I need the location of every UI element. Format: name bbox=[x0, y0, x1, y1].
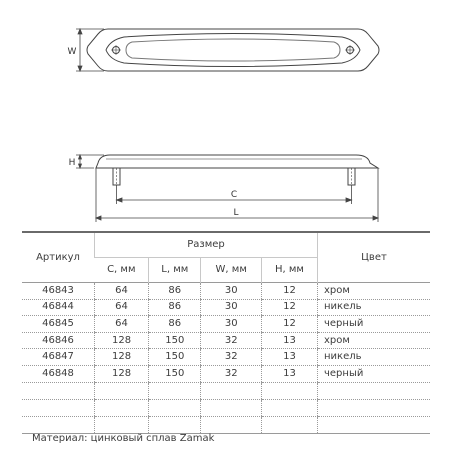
cell-h: 12 bbox=[261, 316, 317, 333]
cell-c: 128 bbox=[95, 365, 149, 382]
cell-l: 150 bbox=[149, 365, 201, 382]
cell-article: 46848 bbox=[22, 365, 95, 382]
cell-l: 150 bbox=[149, 332, 201, 349]
dimension-w bbox=[76, 29, 104, 71]
cell-color: черный bbox=[318, 316, 431, 333]
cell-l: 86 bbox=[149, 283, 201, 300]
handle-side-profile bbox=[96, 155, 378, 168]
material-note: Материал: цинковый сплав Zamak bbox=[32, 433, 215, 444]
table-row bbox=[22, 316, 430, 333]
cell-h: 13 bbox=[261, 332, 317, 349]
cell-h: 12 bbox=[261, 283, 317, 300]
cell-l: 86 bbox=[149, 299, 201, 316]
cell-w: 32 bbox=[201, 349, 261, 366]
header-article: Артикул bbox=[36, 251, 80, 263]
specification-table bbox=[22, 231, 430, 434]
cell-w: 32 bbox=[201, 332, 261, 349]
table-row bbox=[22, 332, 430, 349]
cell-l: 150 bbox=[149, 349, 201, 366]
handle-inner-outline bbox=[106, 34, 360, 67]
cell-c: 128 bbox=[95, 349, 149, 366]
cell-l: 86 bbox=[149, 316, 201, 333]
cell-c: 64 bbox=[95, 299, 149, 316]
cell-h: 13 bbox=[261, 365, 317, 382]
table-row bbox=[22, 299, 430, 316]
handle-side-view bbox=[96, 155, 378, 185]
cell-c: 64 bbox=[95, 316, 149, 333]
handle-inner-groove bbox=[126, 39, 340, 61]
table-row-empty bbox=[22, 416, 430, 433]
cell-color: никель bbox=[318, 299, 431, 316]
cell-color: хром bbox=[318, 332, 431, 349]
cell-article: 46846 bbox=[22, 332, 95, 349]
cell-c: 64 bbox=[95, 283, 149, 300]
cell-article: 46843 bbox=[22, 283, 95, 300]
header-h: H, мм bbox=[261, 258, 317, 283]
header-w: W, мм bbox=[201, 258, 261, 283]
table-row bbox=[22, 283, 430, 300]
cell-w: 30 bbox=[201, 283, 261, 300]
dimension-w-label: W bbox=[67, 47, 77, 57]
header-l: L, мм bbox=[149, 258, 201, 283]
dimension-h-label: H bbox=[68, 158, 76, 168]
cell-article: 46845 bbox=[22, 316, 95, 333]
dimension-l-label: L bbox=[233, 208, 239, 218]
cell-w: 32 bbox=[201, 365, 261, 382]
table-row-empty bbox=[22, 399, 430, 416]
cell-h: 13 bbox=[261, 349, 317, 366]
header-size: Размер bbox=[95, 232, 318, 258]
header-c: C, мм bbox=[95, 258, 149, 283]
cell-color: никель bbox=[318, 349, 431, 366]
dimension-h bbox=[76, 155, 104, 168]
cell-c: 128 bbox=[95, 332, 149, 349]
cell-article: 46844 bbox=[22, 299, 95, 316]
cell-color: хром bbox=[318, 283, 431, 300]
cell-w: 30 bbox=[201, 316, 261, 333]
table-row-empty bbox=[22, 382, 430, 399]
handle-top-view bbox=[87, 29, 379, 71]
cell-color: черный bbox=[318, 365, 431, 382]
table-row bbox=[22, 365, 430, 382]
dimension-c-label: C bbox=[230, 190, 238, 200]
cell-article: 46847 bbox=[22, 349, 95, 366]
cell-h: 12 bbox=[261, 299, 317, 316]
cell-w: 30 bbox=[201, 299, 261, 316]
handle-outer-outline bbox=[87, 29, 379, 71]
header-color: Цвет bbox=[318, 232, 431, 283]
table-row bbox=[22, 349, 430, 366]
